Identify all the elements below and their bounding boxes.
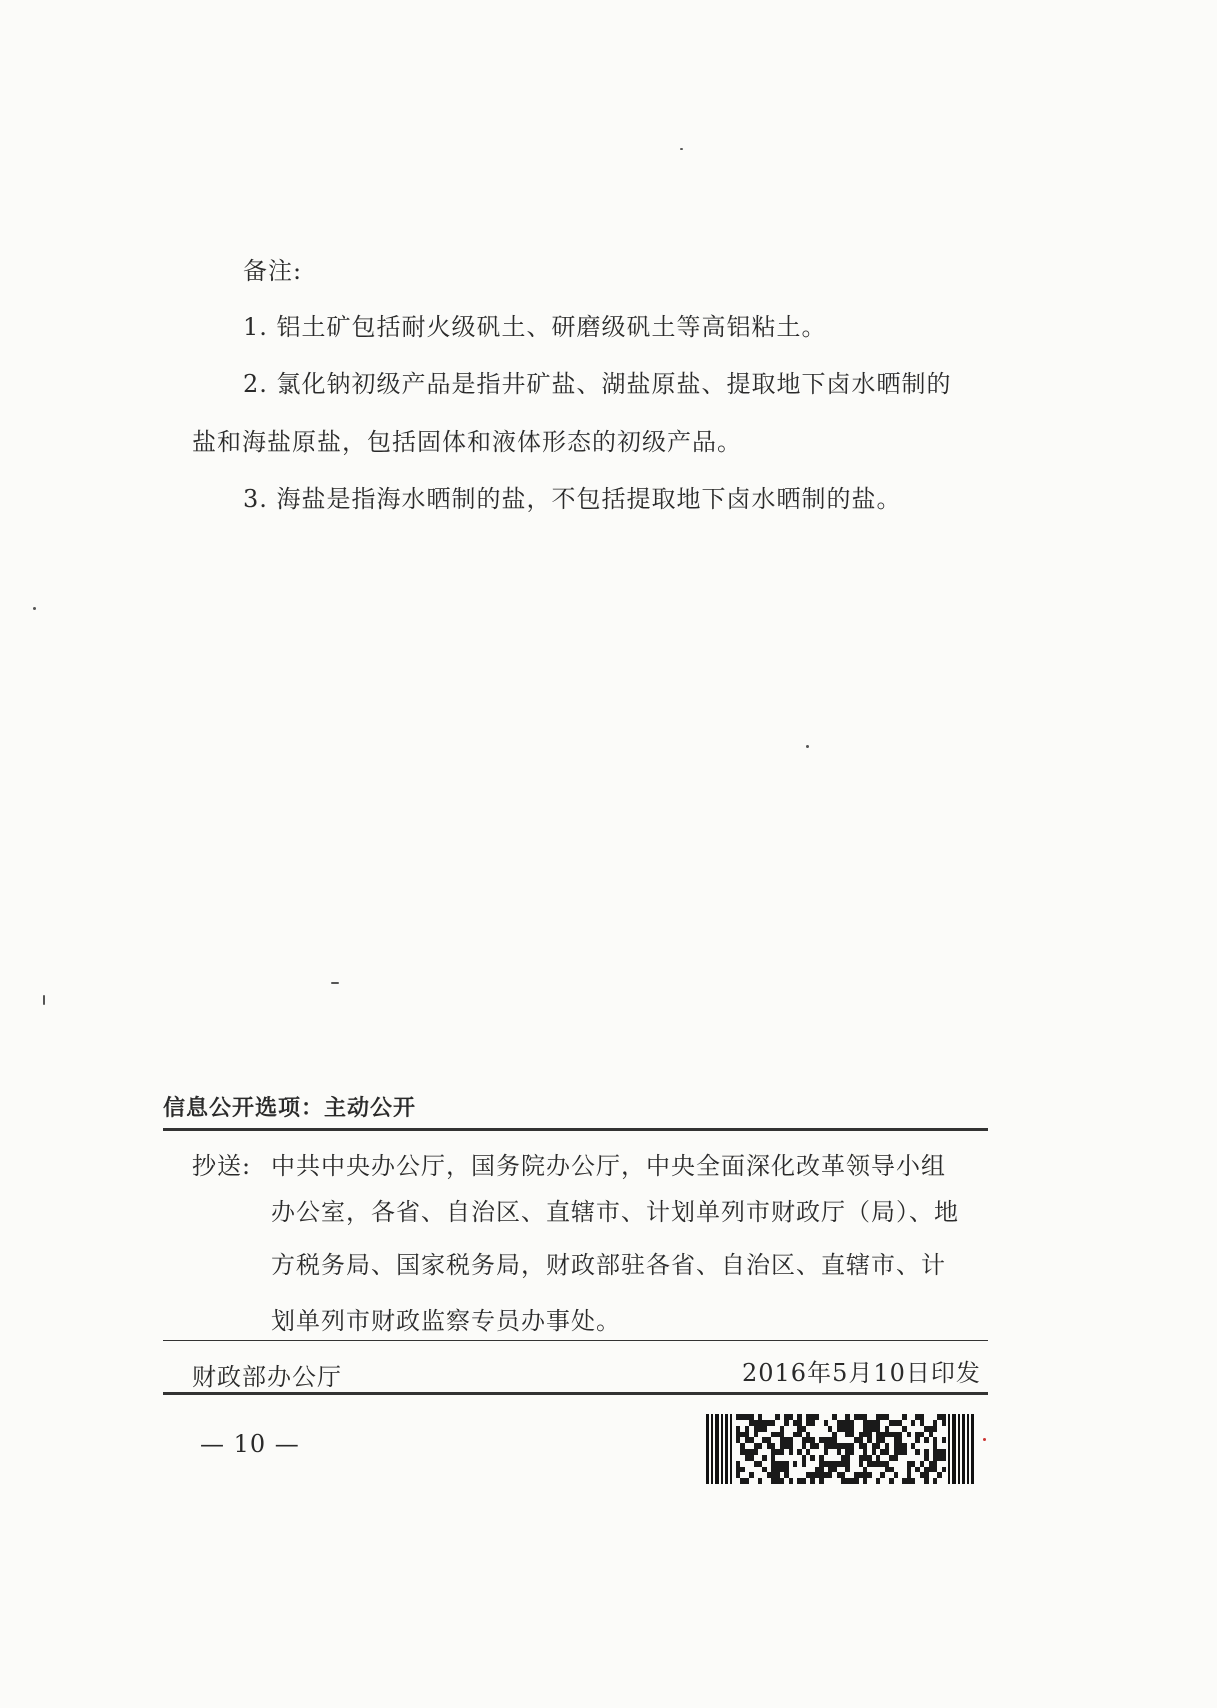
barcode-left-bars <box>706 1414 736 1484</box>
note-item-3: 3. 海盐是指海水晒制的盐，不包括提取地下卤水晒制的盐。 <box>243 485 902 513</box>
note-item-2-line-1: 2. 氯化钠初级产品是指井矿盐、湖盐原盐、提取地下卤水晒制的 <box>243 370 952 398</box>
cc-line-2: 办公室，各省、自治区、直辖市、计划单列市财政厅（局）、地 <box>271 1198 959 1226</box>
scan-speck <box>43 995 45 1005</box>
document-barcode <box>706 1414 978 1484</box>
scan-speck <box>33 607 36 610</box>
scan-speck <box>680 148 683 150</box>
notes-heading: 备注: <box>243 257 303 285</box>
top-divider <box>163 1128 988 1131</box>
barcode-cell <box>942 1478 946 1484</box>
scan-speck <box>983 1438 986 1441</box>
cc-line-3: 方税务局、国家税务局，财政部驻各省、自治区、直辖市、计 <box>271 1251 946 1279</box>
bottom-divider <box>163 1392 988 1395</box>
barcode-matrix <box>736 1414 946 1484</box>
note-item-2-line-2: 盐和海盐原盐，包括固体和液体形态的初级产品。 <box>192 428 742 456</box>
middle-divider <box>163 1340 988 1341</box>
issuer-office: 财政部办公厅 <box>192 1363 342 1391</box>
disclosure-label: 信息公开选项：主动公开 <box>163 1096 417 1121</box>
note-item-1: 1. 铝土矿包括耐火级矾土、研磨级矾土等高铝粘土。 <box>243 313 827 341</box>
barcode-right-bars <box>948 1414 978 1484</box>
page-number: — 10 — <box>200 1430 300 1458</box>
scan-speck <box>331 982 339 984</box>
issue-date: 2016年5月10日印发 <box>742 1359 981 1387</box>
scan-speck <box>806 745 809 748</box>
cc-line-1: 中共中央办公厅，国务院办公厅，中央全面深化改革领导小组 <box>271 1152 946 1180</box>
cc-label: 抄送: <box>192 1152 252 1180</box>
cc-line-4: 划单列市财政监察专员办事处。 <box>271 1307 621 1335</box>
